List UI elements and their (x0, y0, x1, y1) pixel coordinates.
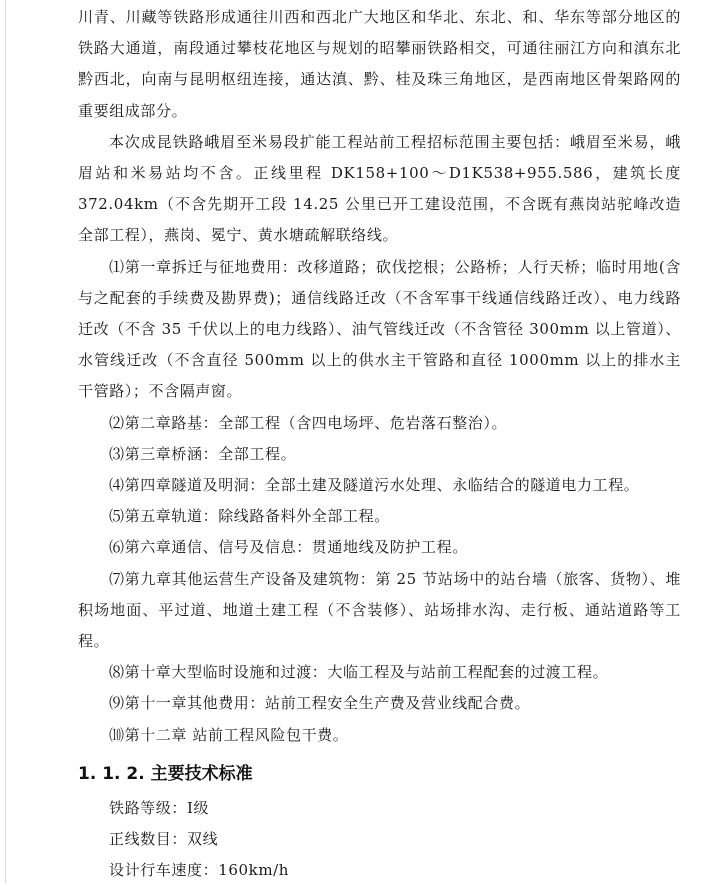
paragraph-chapter-10: ⑻第十章大型临时设施和过渡：大临工程及与站前工程配套的过渡工程。 (109, 663, 609, 682)
paragraph-bid-scope: 本次成昆铁路峨眉至米易段扩能工程站前工程招标范围主要包括：峨眉至米易，峨眉站和米易站均不含。正线里程 DK158+100～D1K538+955.586，建筑长度 372.04km（不含先期开工段 14.25 公里已开工建设范围，不含既有燕岗站驼峰改造全部工程），燕岗、冕宁、黄水塘疏解联络线。 (78, 132, 681, 245)
standard-railway-grade: 铁路等级：Ⅰ级 (109, 798, 210, 817)
paragraph-chapter-12: ⑽第十二章 站前工程风险包干费。 (109, 725, 349, 744)
paragraph-chapter-4: ⑷第四章隧道及明洞：全部土建及隧道污水处理、永临结合的隧道电力工程。 (109, 476, 640, 495)
paragraph-chapter-3: ⑶第三章桥涵：全部工程。 (109, 444, 297, 463)
paragraph-railway-corridor: 川青、川藏等铁路形成通往川西和西北广大地区和华北、东北、和、华东等部分地区的铁路大通道，南段通过攀枝花地区与规划的昭攀丽铁路相交，可通往丽江方向和滇东北黔西北，向南与昆明枢纽连接，通达滇、黔、桂及珠三角地区，是西南地区骨架路网的重要组成部分。 (78, 8, 681, 120)
section-heading: 1. 1. 2. 主要技术标准 (78, 763, 253, 784)
paragraph-chapter-6: ⑹第六章通信、信号及信息：贯通地线及防护工程。 (109, 538, 468, 557)
standard-design-speed: 设计行车速度：160km/h (109, 861, 290, 880)
paragraph-chapter-2: ⑵第二章路基：全部工程（含四电场坪、危岩落石整治）。 (109, 413, 508, 432)
paragraph-chapter-11: ⑼第十一章其他费用：站前工程安全生产费及营业线配合费。 (109, 694, 531, 713)
paragraph-chapter-1: ⑴第一章拆迁与征地费用：改移道路；砍伐挖根；公路桥；人行天桥；临时用地(含与之配套的手续费及勘界费)；通信线路迁改（不含军事干线通信线路迁改）、电力线路迁改（不含 35 千伏以上的电力线路）、油气管线迁改（不含管径 300mm 以上管道）、水管线迁改（不含直径 500mm 以上的供水主干管路和直径 1000mm 以上的排水主干管路）；不含隔声窗。 (78, 257, 681, 401)
paragraph-chapter-5: ⑸第五章轨道：除线路备料外全部工程。 (109, 507, 390, 526)
paragraph-chapter-9: ⑺第九章其他运营生产设备及建筑物：第 25 节站场中的站台墙（旅客、货物）、堆积场地面、平过道、地道土建工程（不含装修）、站场排水沟、走行板、通站道路等工程。 (78, 569, 681, 651)
standard-main-line-count: 正线数目：双线 (109, 830, 219, 849)
